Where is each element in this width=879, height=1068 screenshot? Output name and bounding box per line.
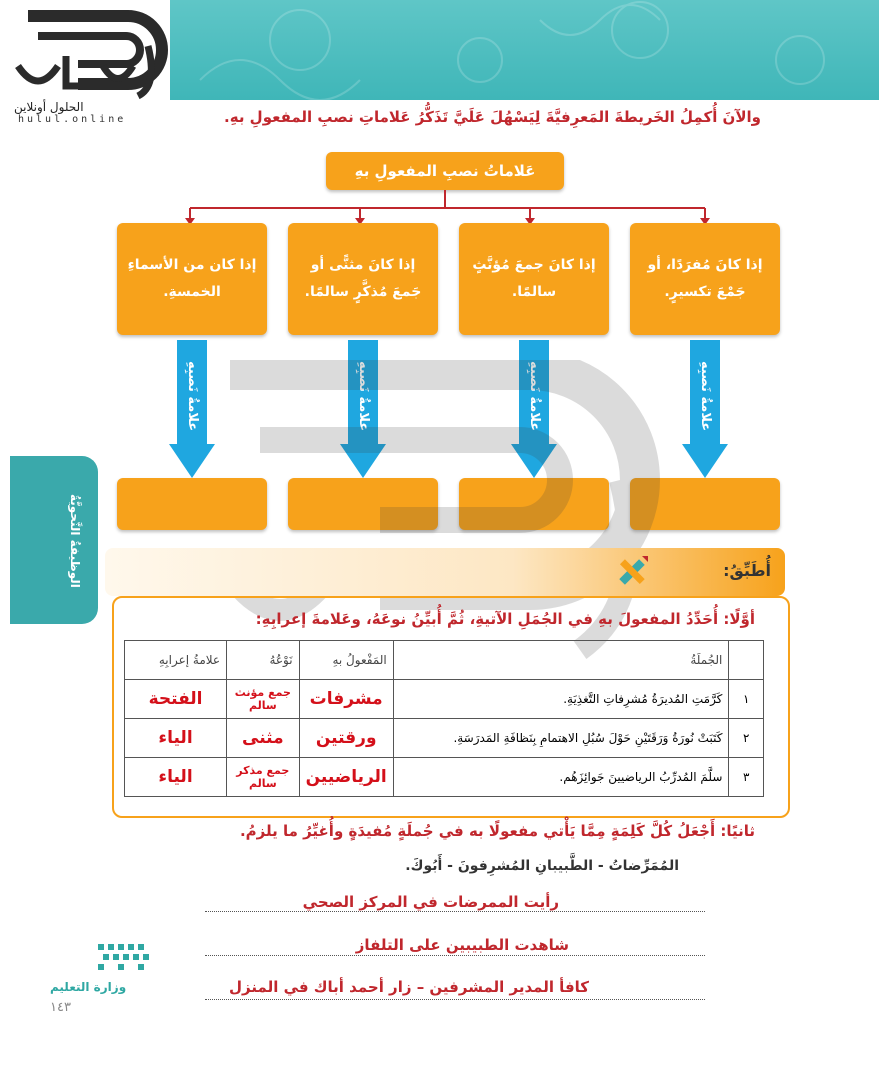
table-row (125, 719, 764, 758)
map-instruction: والآنَ أُكمِلُ الخَريطةَ المَعرِفيَّةَ لِيَسْهُلَ عَلَيَّ تَذَكُّرُ عَلاماتِ نصبِ المفعولِ بهِ. (224, 108, 761, 126)
arrow-label: علامةُ نَصبِهِ (356, 360, 371, 432)
map-connectors (180, 190, 720, 226)
row-sentence: سلَّمَ المُدرِّبُ الرياضيينَ جَوائِزَهُم. (393, 758, 729, 797)
table-row (125, 758, 764, 797)
header-sentence: الجُملَةُ (393, 641, 729, 680)
row-num: ٣ (729, 758, 764, 797)
chapter-tab (10, 456, 98, 624)
answer-sentence-3[interactable]: كافأ المدير المشرفين – زار أحمد أباك في المنزل (229, 978, 589, 996)
exercise-table (124, 640, 764, 797)
answer-object[interactable]: مشرفات (299, 680, 393, 719)
logo-subtitle: الحلول أونلاين (14, 100, 84, 114)
section2-title: ثانيًا: أَجْعَلُ كُلَّ كَلِمَةٍ مِمَّا يَأْتي مفعولًا به في جُملَةٍ مُفيدَةٍ وأُغيِّرُ ما يلزمُ. (239, 822, 755, 840)
answer-type[interactable]: جمع مذكر سالم (227, 758, 300, 797)
answer-sign[interactable]: الفتحة (125, 680, 227, 719)
row-sentence: كَرَّمَتِ المُديرَةُ مُشرِفاتِ التَّغذِيَةِ. (393, 680, 729, 719)
ministry-logo-icon (96, 940, 156, 980)
header-object: المَفْعولُ بهِ (299, 641, 393, 680)
condition-box-feminine-plural: إذا كانَ جمعَ مُؤنَّثٍ سالمًا. (459, 223, 609, 335)
row-num: ١ (729, 680, 764, 719)
apply-label: أُطَبِّقُ: (723, 561, 771, 580)
condition-box-singular: إذا كانَ مُفرَدًا، أو جَمْعَ تكسيرٍ. (630, 223, 780, 335)
row-sentence: كَتَبَتْ نُورَةُ وَرَقَتَيْنِ حَوْلَ سُبُلِ الاهتمامِ بِنَظافَةِ المَدرَسَةِ. (393, 719, 729, 758)
pencil-ruler-icon (612, 552, 652, 592)
logo-url: hulul.online (18, 114, 127, 125)
header-sign: علامةُ إعرابِهِ (125, 641, 227, 680)
arrow-down (682, 340, 728, 480)
hulul-logo (8, 6, 168, 102)
ministry-name: وزارة التعليم (50, 980, 127, 994)
page-number: ١٤٣ (50, 1000, 71, 1015)
header-type: نَوْعُهُ (227, 641, 300, 680)
answer-object[interactable]: ورقتين (299, 719, 393, 758)
header-num (729, 641, 764, 680)
answer-sentence-1[interactable]: رأيت الممرضات في المركز الصحي (302, 893, 559, 911)
answer-sign[interactable]: الياء (125, 719, 227, 758)
answer-line (205, 954, 705, 956)
answer-line (205, 998, 705, 1000)
answer-type[interactable]: مثنى (227, 719, 300, 758)
apply-bar (105, 548, 785, 596)
answer-sign[interactable]: الياء (125, 758, 227, 797)
section1-title: أوَّلًا: أُحَدِّدُ المفعولَ بهِ في الجُمَلِ الآتيةِ، ثُمَّ أُبيِّنُ نوعَهُ، وعَلامةَ إعرابِهِ: (255, 610, 755, 628)
row-num: ٢ (729, 719, 764, 758)
arrow-label: علامةُ نَصبِهِ (185, 360, 200, 432)
arrow-label: علامةُ نَصبِهِ (698, 360, 713, 432)
condition-box-five-nouns: إذا كان من الأسماءِ الخمسةِ. (117, 223, 267, 335)
section2-words: المُمَرِّضاتُ - الطَّبيبانِ المُشرِفونَ - أَبُوكَ. (405, 858, 679, 874)
arrow-label: علامةُ نَصبِهِ (527, 360, 542, 432)
condition-box-dual: إذا كانَ مثنًّى أو جَمعَ مُذكَّرٍ سالمًا. (288, 223, 438, 335)
chapter-tab-label: الوظيفةُ النَّحويَّةُ (68, 494, 82, 588)
table-header-row (125, 641, 764, 680)
concept-map-title: عَلاماتُ نصبِ المفعولِ بهِ (326, 152, 564, 190)
table-row (125, 680, 764, 719)
answer-object[interactable]: الرياضيين (299, 758, 393, 797)
answer-sentence-2[interactable]: شاهدت الطبيبين على التلفاز (355, 936, 569, 954)
answer-type[interactable]: جمع مؤنث سالم (227, 680, 300, 719)
